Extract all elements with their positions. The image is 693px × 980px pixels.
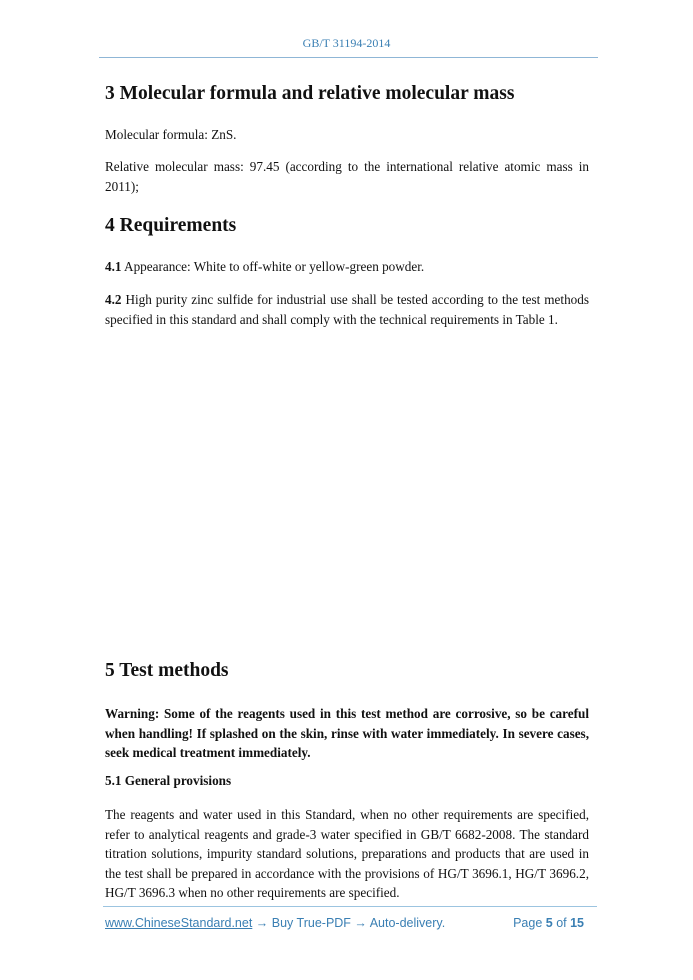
page-label: Page	[513, 916, 546, 930]
of-label: of	[552, 916, 571, 930]
footer-divider	[103, 906, 597, 907]
clause-4-2	[105, 290, 589, 329]
warning-text: Warning: Some of the reagents used in this test method are corrosive, so be careful when handling! If splashed on the skin, rinse with water immediately. In severe cases, seek medical treatment immediately.	[105, 706, 589, 760]
clause-number: 4.1	[105, 259, 122, 274]
total-pages: 15	[570, 916, 584, 930]
subsection-5-1-heading: 5.1 General provisions	[105, 773, 232, 788]
clause-4-1	[105, 257, 589, 277]
clause-text: Appearance: White to off-white or yellow-green powder.	[121, 259, 425, 274]
clause-number: 4.2	[105, 292, 122, 307]
section-3-heading: 3 Molecular formula and relative molecular mass	[105, 83, 515, 104]
document-id-header: GB/T 31194-2014	[302, 36, 391, 50]
molecular-formula-text: Molecular formula: ZnS.	[105, 127, 237, 142]
current-page: 5	[545, 916, 553, 930]
chinesestandard-link[interactable]: www.ChineseStandard.net	[105, 916, 253, 930]
footer-promo-text: → Buy True-PDF → Auto-delivery.	[252, 916, 446, 930]
page-indicator	[513, 916, 584, 930]
header-divider	[99, 57, 598, 58]
page-footer	[105, 916, 588, 930]
section-5-heading: 5 Test methods	[105, 660, 229, 681]
general-provisions-text: The reagents and water used in this Standard, when no other requirements are specified, refer to analytical reagents and grade-3 water specified in GB/T 6682-2008. The standard titration solutions, impurity standard solutions, preparations and products that are used in the test shall be prepared in accordance with the provisions of HG/T 3696.1, HG/T 3696.2, HG/T 3696.3 when no other requirements are specified.	[105, 807, 589, 900]
section-4-heading: 4 Requirements	[105, 215, 237, 236]
clause-text: High purity zinc sulfide for industrial use shall be tested according to the test methods specified in this standard and shall comply with the technical requirements in Table 1.	[105, 292, 589, 327]
molecular-mass-text: Relative molecular mass: 97.45 (according to the international relative atomic mass in 2011);	[105, 159, 589, 194]
